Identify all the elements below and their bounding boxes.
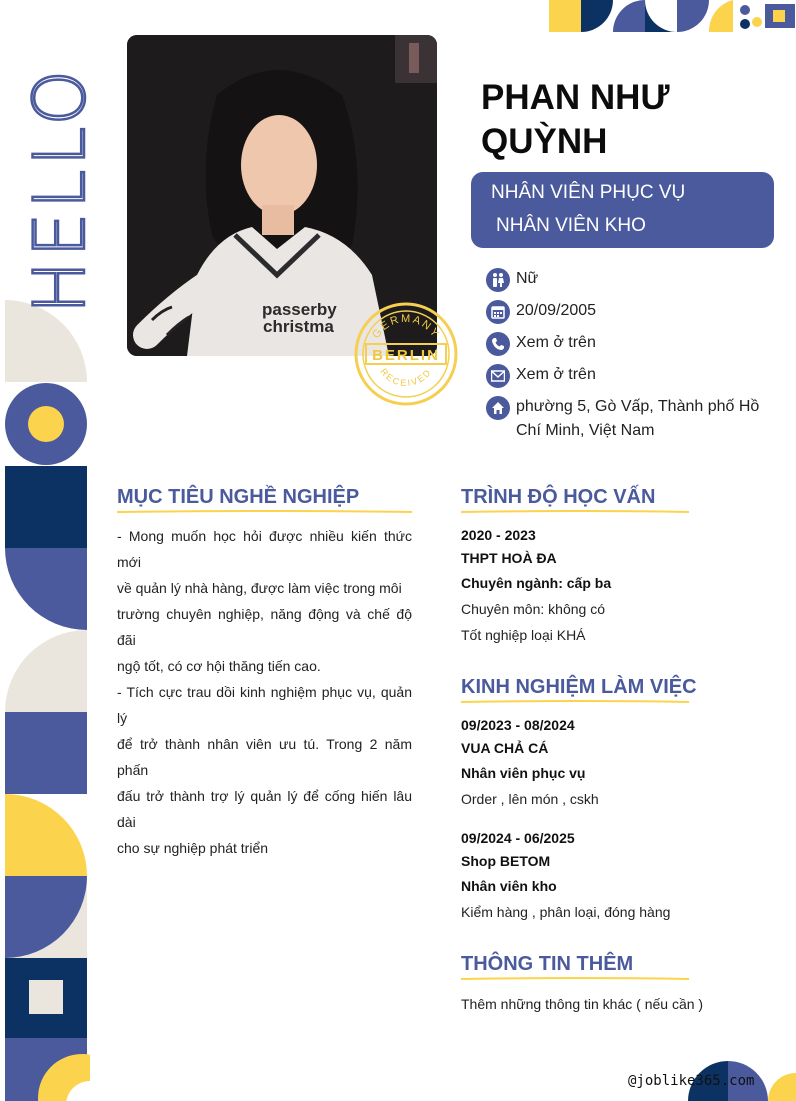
stamp-top-text: GERMANY [370,312,442,341]
objective-line: - Mong muốn học hỏi được nhiều kiến thức mới [117,528,412,570]
candidate-name: PHAN NHƯ QUỲNH [481,78,670,161]
objective-line: trường chuyên nghiệp, năng động và chế độ đãi [117,606,412,648]
watermark[interactable]: @joblike365.com [628,1073,755,1089]
education-title: TRÌNH ĐỘ HỌC VẤN [461,486,656,508]
education-period: 2020 - 2023 [461,527,536,543]
objective-paragraph [117,523,412,861]
objective-line: - Tích cực trau dồi kinh nghiệm phục vụ, quản lý [117,684,412,726]
role-2: NHÂN VIÊN KHO [496,215,646,236]
contact-gender: Nữ [516,270,539,287]
gender-icon [486,268,510,292]
job-position: Nhân viên kho [461,878,557,894]
objective-line: về quản lý nhà hàng, được làm việc trong môi [117,580,402,596]
phone-icon [486,332,510,356]
education-underline [461,510,689,514]
bottom-right-decoration [688,1040,796,1101]
education-major: Chuyên ngành: cấp ba [461,575,612,591]
home-icon [486,396,510,420]
objective-title: MỤC TIÊU NGHỀ NGHIỆP [117,486,360,508]
objective-line: đấu trở thành trợ lý quản lý để cống hiến lâu dài [117,788,412,830]
stamp-middle-text: BERLIN [372,347,440,364]
objective-line: cho sự nghiệp phát triển [117,840,269,856]
experience-title: KINH NGHIỆM LÀM VIỆC [461,676,697,698]
contact-address [516,395,776,443]
role-1: NHÂN VIÊN PHỤC VỤ [491,182,686,203]
job-period: 09/2024 - 06/2025 [461,830,575,846]
job-period: 09/2023 - 08/2024 [461,717,575,733]
contact-phone[interactable]: Xem ở trên [516,334,596,351]
job-description: Order , lên món , cskh [461,791,599,807]
address-line-1: phường 5, Gò Vấp, Thành phố Hồ [516,398,760,415]
hello-decorative-text: HELLO [19,66,101,314]
contact-email[interactable]: Xem ở trên [516,366,596,383]
job-description: Kiểm hàng , phân loại, đóng hàng [461,904,671,920]
education-grade: Tốt nghiệp loại KHÁ [461,627,586,643]
svg-text:RECEIVED [378,366,433,388]
svg-text:GERMANY [370,313,442,341]
shirt-text-1: passerby [262,300,337,319]
stamp-bottom-text: RECEIVED [378,366,434,389]
calendar-icon [486,300,510,324]
extra-info-text: Thêm những thông tin khác ( nếu cần ) [461,996,704,1012]
experience-underline [461,700,689,704]
objective-line: ngộ tốt, có cơ hội thăng tiến cao. [117,658,321,674]
address-line-2: Chí Minh, Việt Nam [516,422,655,439]
berlin-stamp [352,300,460,408]
top-right-decoration [549,0,796,32]
extra-info-title: THÔNG TIN THÊM [461,953,634,975]
education-school: THPT HOÀ ĐA [461,550,557,566]
education-specialty: Chuyên môn: không có [461,601,605,617]
job-position: Nhân viên phục vụ [461,765,586,781]
roles-box [471,172,774,248]
job-company: VUA CHẢ CÁ [461,740,549,756]
contact-birthdate: 20/09/2005 [516,302,597,319]
job-company: Shop BETOM [461,853,551,869]
extra-info-underline [461,977,689,981]
mail-icon [486,364,510,388]
objective-underline [117,510,412,514]
objective-line: để trở thành nhân viên ưu tú. Trong 2 năm phấn [117,736,412,778]
shirt-text-2: christma [263,317,334,336]
